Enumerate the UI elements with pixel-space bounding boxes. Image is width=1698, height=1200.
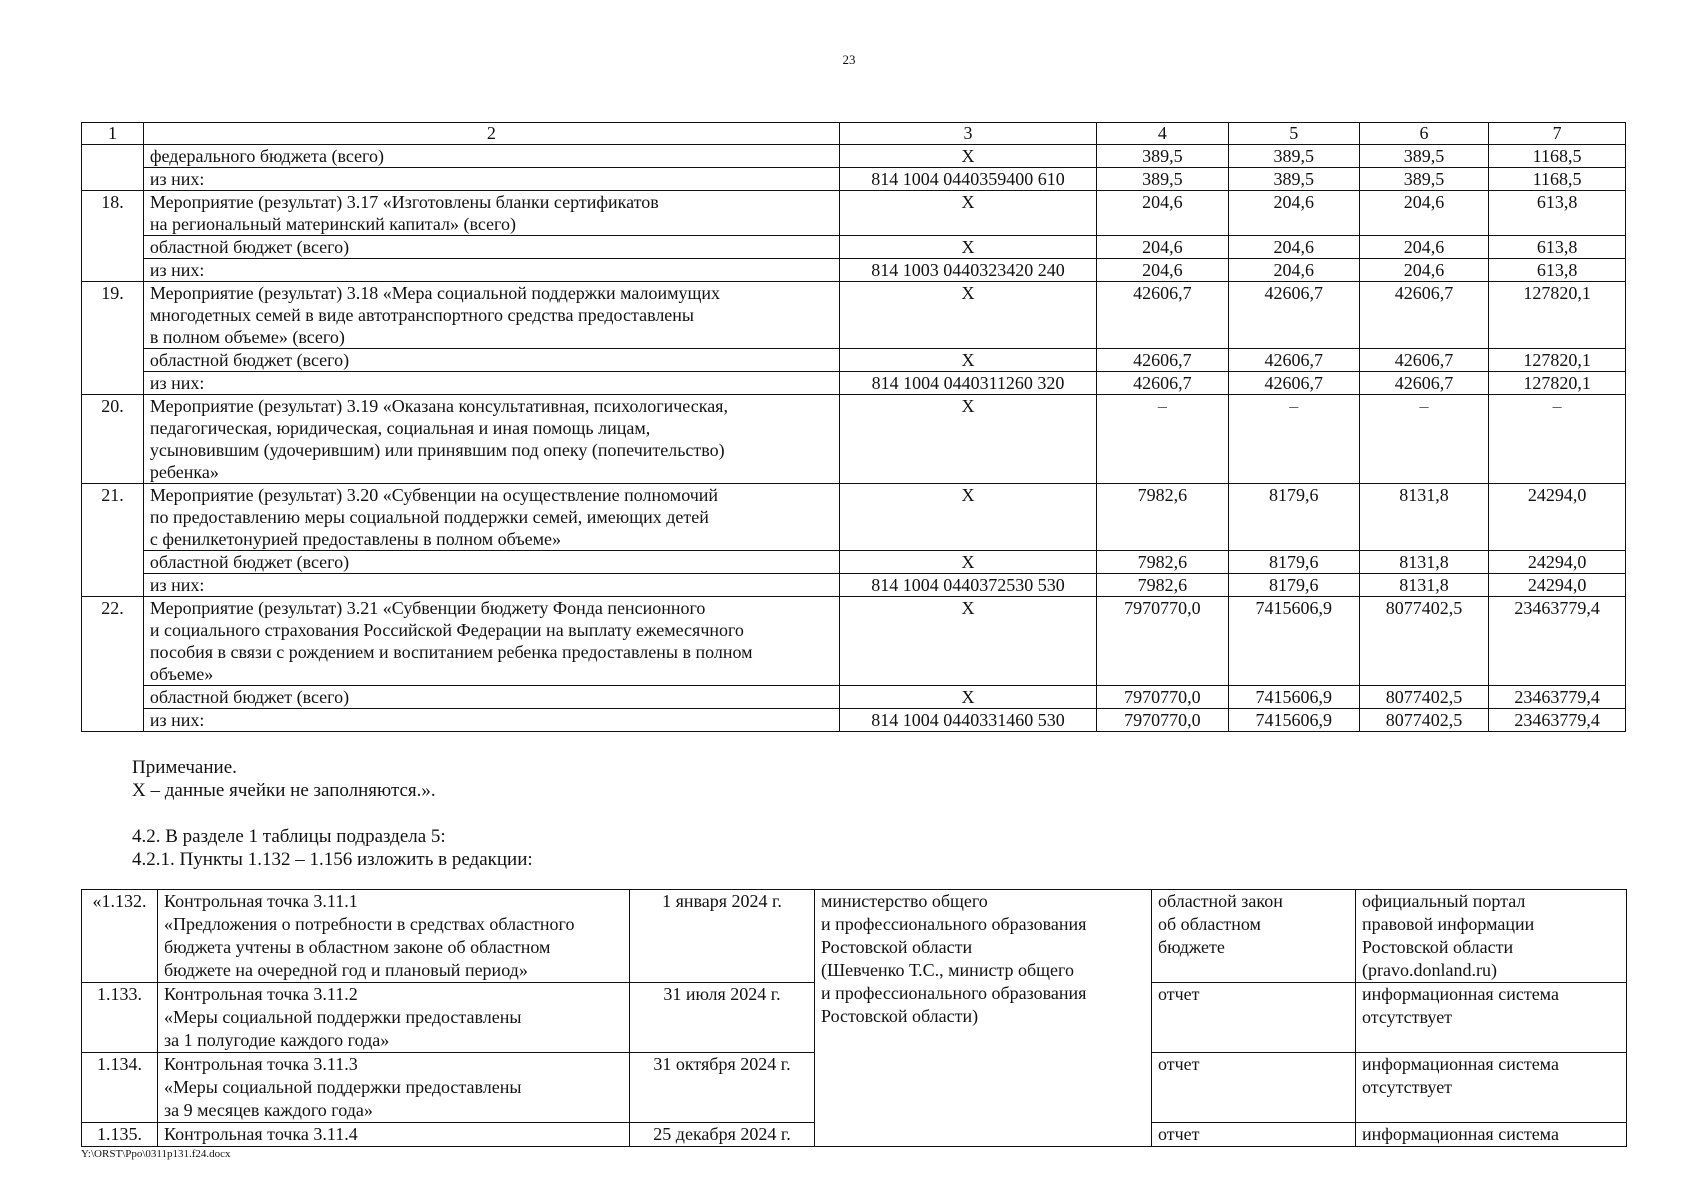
activity-name — [143, 282, 839, 349]
responsible-party-line: (Шевченко Т.С., министр общего — [821, 960, 1074, 980]
information-source-line: информационная система — [1362, 1054, 1559, 1074]
activity-name-line: педагогическая, юридическая, социальная и иная помощь лицам, — [149, 418, 651, 438]
amount-cell: 7415606,9 — [1228, 709, 1359, 732]
responsible-party — [815, 890, 1152, 1147]
document-type-line: областной закон — [1158, 891, 1283, 911]
amount-cell: 23463779,4 — [1489, 686, 1626, 709]
column-header: 4 — [1097, 123, 1228, 145]
information-source-line: отсутствует — [1362, 1007, 1453, 1027]
row-name: из них: — [143, 259, 839, 282]
document-type — [1152, 1123, 1356, 1147]
document-type — [1152, 1053, 1356, 1123]
table-row — [82, 282, 1626, 349]
column-header: 2 — [143, 123, 839, 145]
control-date: 1 января 2024 г. — [630, 890, 815, 983]
control-date: 25 декабря 2024 г. — [630, 1123, 815, 1147]
amount-cell: 42606,7 — [1359, 372, 1488, 395]
amount-cell: 8179,6 — [1228, 484, 1359, 551]
budget-table — [81, 122, 1626, 732]
activity-name — [143, 395, 839, 484]
activity-name-line: объеме» — [149, 664, 214, 684]
amount-cell: 42606,7 — [1097, 349, 1228, 372]
amount-cell: 8131,8 — [1359, 574, 1488, 597]
activity-name-line: пособия в связи с рождением и воспитанием ребенка предоставлены в полном — [149, 642, 753, 662]
section-heading: 4.2. В разделе 1 таблицы подраздела 5: — [132, 826, 446, 847]
activity-name-line: Мероприятие (результат) 3.21 «Субвенции бюджету Фонда пенсионного — [149, 598, 706, 618]
activity-name-line: Мероприятие (результат) 3.20 «Субвенции на осуществление полномочий — [149, 485, 719, 505]
amount-cell: 8077402,5 — [1359, 709, 1488, 732]
amount-cell: 8131,8 — [1359, 484, 1488, 551]
activity-name — [143, 484, 839, 551]
activity-name — [143, 191, 839, 236]
information-source — [1356, 983, 1627, 1053]
amount-cell: 613,8 — [1489, 259, 1626, 282]
activity-name — [143, 597, 839, 686]
amount-cell: 204,6 — [1228, 191, 1359, 236]
information-source — [1356, 1053, 1627, 1123]
column-header: 7 — [1489, 123, 1626, 145]
amount-cell: 204,6 — [1097, 191, 1228, 236]
table-row — [82, 349, 1626, 372]
amount-cell: – — [1097, 395, 1228, 484]
amount-cell: 204,6 — [1359, 259, 1488, 282]
activity-name-line: Мероприятие (результат) 3.19 «Оказана консультативная, психологическая, — [149, 396, 728, 416]
activity-name-line: на региональный материнский капитал» (всего) — [149, 214, 516, 234]
amount-cell: 389,5 — [1228, 168, 1359, 191]
control-point-name — [158, 1123, 630, 1147]
budget-code: 814 1003 0440323420 240 — [839, 259, 1096, 282]
table-row — [82, 395, 1626, 484]
amount-cell: 24294,0 — [1489, 484, 1626, 551]
budget-code: X — [839, 395, 1096, 484]
amount-cell: 204,6 — [1097, 259, 1228, 282]
amount-cell: 42606,7 — [1228, 372, 1359, 395]
amount-cell: 7982,6 — [1097, 574, 1228, 597]
column-header: 3 — [839, 123, 1096, 145]
control-date: 31 октября 2024 г. — [630, 1053, 815, 1123]
row-number-cell — [82, 145, 144, 191]
budget-code: X — [839, 597, 1096, 686]
amount-cell: 24294,0 — [1489, 574, 1626, 597]
table-row — [82, 168, 1626, 191]
responsible-party-line: Ростовской области) — [821, 1006, 979, 1026]
amount-cell: 8077402,5 — [1359, 686, 1488, 709]
amount-cell: 204,6 — [1228, 259, 1359, 282]
activity-name-line: в полном объеме» (всего) — [149, 327, 345, 347]
information-source-line: Ростовской области — [1362, 937, 1514, 957]
row-name: областной бюджет (всего) — [143, 551, 839, 574]
amount-cell: 204,6 — [1359, 236, 1488, 259]
control-point-name — [158, 1053, 630, 1123]
control-point-name-line: Контрольная точка 3.11.3 — [164, 1054, 358, 1074]
control-point-name-line: за 9 месяцев каждого года» — [164, 1100, 373, 1120]
budget-code: X — [839, 349, 1096, 372]
amount-cell: 7970770,0 — [1097, 597, 1228, 686]
amount-cell: 23463779,4 — [1489, 709, 1626, 732]
responsible-party-line: и профессионального образования — [821, 914, 1087, 934]
activity-name-line: и социального страхования Российской Федерации на выплату ежемесячного — [149, 620, 744, 640]
amount-cell: 42606,7 — [1359, 282, 1488, 349]
page-number: 23 — [842, 52, 856, 67]
table-row — [82, 236, 1626, 259]
row-number: 18. — [82, 191, 144, 282]
responsible-party-line: и профессионального образования — [821, 983, 1087, 1003]
row-name: областной бюджет (всего) — [143, 686, 839, 709]
amount-cell: 1168,5 — [1489, 168, 1626, 191]
table-row — [82, 709, 1626, 732]
budget-code: X — [839, 484, 1096, 551]
control-point-name-line: за 1 полугодие каждого года» — [164, 1030, 390, 1050]
column-header: 1 — [82, 123, 144, 145]
header-row — [82, 123, 1626, 145]
amount-cell: 42606,7 — [1228, 349, 1359, 372]
amount-cell: 389,5 — [1359, 145, 1488, 168]
amount-cell: 7970770,0 — [1097, 709, 1228, 732]
row-name: из них: — [143, 709, 839, 732]
document-type-line: бюджете — [1158, 937, 1225, 957]
information-source-line: официальный портал — [1362, 891, 1526, 911]
table-row — [82, 597, 1626, 686]
amount-cell: 127820,1 — [1489, 372, 1626, 395]
amount-cell: 24294,0 — [1489, 551, 1626, 574]
document-type — [1152, 890, 1356, 983]
budget-code: 814 1004 0440331460 530 — [839, 709, 1096, 732]
table-row — [82, 191, 1626, 236]
control-point-name-line: Контрольная точка 3.11.2 — [164, 984, 358, 1004]
information-source-line: (pravo.donland.ru) — [1362, 960, 1497, 980]
amount-cell: 8179,6 — [1228, 574, 1359, 597]
amount-cell: 42606,7 — [1097, 372, 1228, 395]
note-text: X – данные ячейки не заполняются.». — [132, 780, 436, 801]
control-point-name-line: Контрольная точка 3.11.1 — [164, 891, 358, 911]
amount-cell: 42606,7 — [1097, 282, 1228, 349]
column-header: 5 — [1228, 123, 1359, 145]
control-point-name-line: бюджета учтены в областном законе об областном — [164, 937, 551, 957]
row-name: из них: — [143, 574, 839, 597]
amount-cell: 7982,6 — [1097, 484, 1228, 551]
information-source — [1356, 1123, 1627, 1147]
amount-cell: 204,6 — [1097, 236, 1228, 259]
amount-cell: – — [1489, 395, 1626, 484]
point-number: «1.132. — [82, 890, 158, 983]
information-source-line: информационная система — [1362, 1124, 1559, 1144]
budget-code: X — [839, 282, 1096, 349]
amount-cell: 7415606,9 — [1228, 597, 1359, 686]
control-date: 31 июля 2024 г. — [630, 983, 815, 1053]
column-header: 6 — [1359, 123, 1488, 145]
amount-cell: 613,8 — [1489, 236, 1626, 259]
point-number: 1.133. — [82, 983, 158, 1053]
budget-code: 814 1004 0440311260 320 — [839, 372, 1096, 395]
row-number: 19. — [82, 282, 144, 395]
table-row — [82, 145, 1626, 168]
row-name: федерального бюджета (всего) — [143, 145, 839, 168]
responsible-party-line: министерство общего — [821, 891, 988, 911]
budget-code: X — [839, 236, 1096, 259]
amount-cell: 42606,7 — [1359, 349, 1488, 372]
amount-cell: 389,5 — [1359, 168, 1488, 191]
row-number: 20. — [82, 395, 144, 484]
control-point-name — [158, 890, 630, 983]
row-name: областной бюджет (всего) — [143, 349, 839, 372]
control-point-name-line: Контрольная точка 3.11.4 — [164, 1124, 358, 1144]
table-row — [82, 484, 1626, 551]
row-name: областной бюджет (всего) — [143, 236, 839, 259]
activity-name-line: по предоставлению меры социальной поддержки семей, имеющих детей — [149, 507, 709, 527]
responsible-party-line: Ростовской области — [821, 937, 973, 957]
control-point-name-line: «Предложения о потребности в средствах областного — [164, 914, 575, 934]
activity-name-line: Мероприятие (результат) 3.18 «Мера социальной поддержки малоимущих — [149, 283, 721, 303]
activity-name-line: усыновившим (удочерившим) или принявшим под опеку (попечительство) — [149, 440, 725, 460]
control-row — [82, 890, 1627, 983]
control-points-table — [81, 889, 1627, 1147]
amount-cell: 204,6 — [1228, 236, 1359, 259]
budget-code: 814 1004 0440372530 530 — [839, 574, 1096, 597]
point-number: 1.135. — [82, 1123, 158, 1147]
row-name: из них: — [143, 372, 839, 395]
table-row — [82, 372, 1626, 395]
budget-code: X — [839, 191, 1096, 236]
document-type-line: об областном — [1158, 914, 1261, 934]
control-point-name-line: «Меры социальной поддержки предоставлены — [164, 1077, 522, 1097]
information-source — [1356, 890, 1627, 983]
information-source-line: правовой информации — [1362, 914, 1535, 934]
row-number: 21. — [82, 484, 144, 597]
amount-cell: 8131,8 — [1359, 551, 1488, 574]
note-block — [132, 756, 533, 871]
amount-cell: 127820,1 — [1489, 349, 1626, 372]
amount-cell: 8179,6 — [1228, 551, 1359, 574]
information-source-line: информационная система — [1362, 984, 1559, 1004]
budget-code: X — [839, 686, 1096, 709]
amount-cell: 204,6 — [1359, 191, 1488, 236]
amount-cell: 8077402,5 — [1359, 597, 1488, 686]
amount-cell: 389,5 — [1228, 145, 1359, 168]
budget-code: X — [839, 145, 1096, 168]
point-number: 1.134. — [82, 1053, 158, 1123]
table-row — [82, 551, 1626, 574]
activity-name-line: с фенилкетонурией предоставлены в полном объеме» — [149, 529, 562, 549]
control-point-name — [158, 983, 630, 1053]
control-point-name-line: бюджете на очередной год и плановый период» — [164, 960, 528, 980]
note-title: Примечание. — [132, 757, 237, 778]
footer-file-path: Y:\ORST\Ppo\0311p131.f24.docx — [81, 1148, 231, 1160]
amount-cell: 1168,5 — [1489, 145, 1626, 168]
amount-cell: 127820,1 — [1489, 282, 1626, 349]
subsection-heading: 4.2.1. Пункты 1.132 – 1.156 изложить в редакции: — [132, 849, 533, 870]
document-type-line: отчет — [1158, 1054, 1200, 1074]
amount-cell: 389,5 — [1097, 145, 1228, 168]
amount-cell: 7415606,9 — [1228, 686, 1359, 709]
amount-cell: 42606,7 — [1228, 282, 1359, 349]
amount-cell: 613,8 — [1489, 191, 1626, 236]
activity-name-line: многодетных семей в виде автотранспортного средства предоставлены — [149, 305, 695, 325]
information-source-line: отсутствует — [1362, 1077, 1453, 1097]
budget-code: 814 1004 0440359400 610 — [839, 168, 1096, 191]
budget-code: X — [839, 551, 1096, 574]
activity-name-line: Мероприятие (результат) 3.17 «Изготовлены бланки сертификатов — [149, 192, 659, 212]
amount-cell: 23463779,4 — [1489, 597, 1626, 686]
amount-cell: – — [1228, 395, 1359, 484]
amount-cell: 7970770,0 — [1097, 686, 1228, 709]
amount-cell: – — [1359, 395, 1488, 484]
row-name: из них: — [143, 168, 839, 191]
document-type-line: отчет — [1158, 984, 1200, 1004]
amount-cell: 7982,6 — [1097, 551, 1228, 574]
amount-cell: 389,5 — [1097, 168, 1228, 191]
control-point-name-line: «Меры социальной поддержки предоставлены — [164, 1007, 522, 1027]
table-row — [82, 574, 1626, 597]
document-type-line: отчет — [1158, 1124, 1200, 1144]
table-row — [82, 686, 1626, 709]
table-row — [82, 259, 1626, 282]
row-number: 22. — [82, 597, 144, 732]
document-type — [1152, 983, 1356, 1053]
activity-name-line: ребенка» — [149, 462, 219, 482]
